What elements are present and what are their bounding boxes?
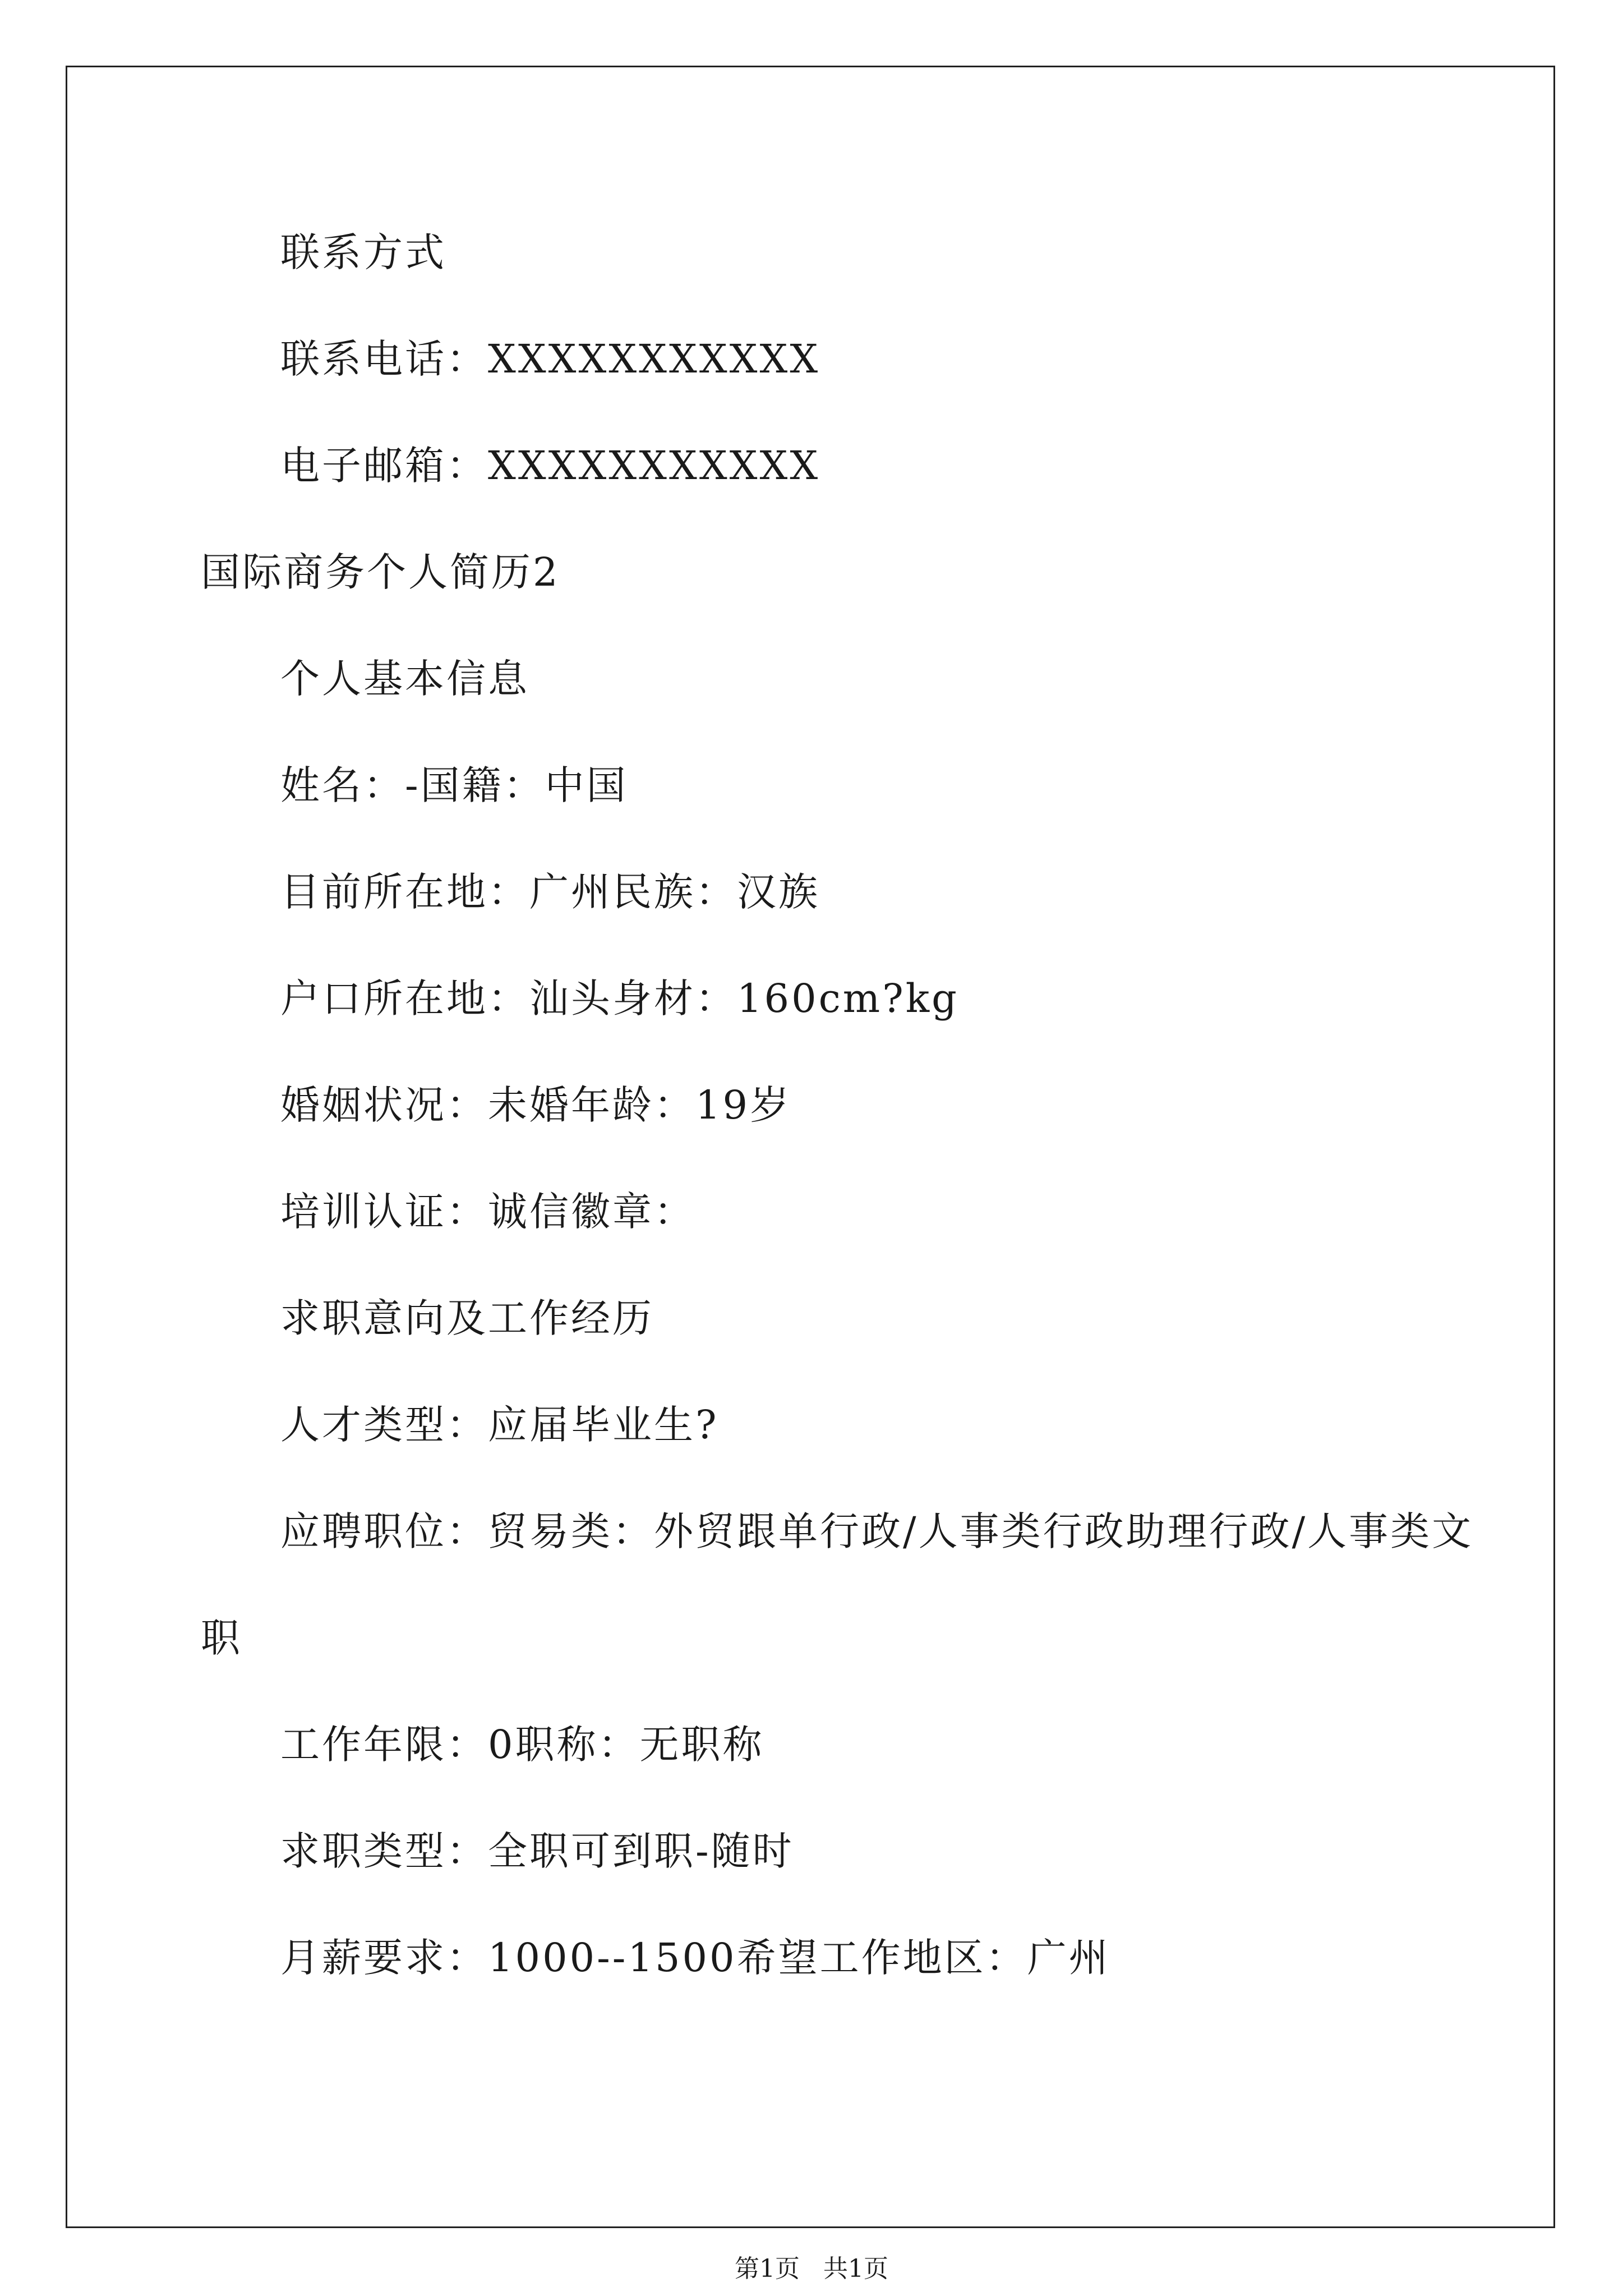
contact-email: 电子邮箱：XXXXXXXXXXX <box>280 443 820 489</box>
marital-age: 婚姻状况：未婚年龄：19岁 <box>280 1082 792 1128</box>
work-years-title: 工作年限：0职称：无职称 <box>280 1722 764 1768</box>
section-title-resume-2: 国际商务个人简历2 <box>201 549 560 595</box>
job-type: 求职类型：全职可到职-随时 <box>280 1828 794 1874</box>
contact-heading: 联系方式 <box>280 229 446 275</box>
basic-info-heading: 个人基本信息 <box>280 656 529 702</box>
salary-region: 月薪要求：1000--1500希望工作地区：广州 <box>280 1935 1110 1981</box>
hukou-height: 户口所在地：汕头身材：160cm?kg <box>280 976 959 1022</box>
certification: 培训认证：诚信徽章： <box>280 1189 695 1235</box>
applied-positions-continued: 职 <box>201 1615 242 1661</box>
page-number-footer: 第1页 共1页 <box>735 2254 888 2283</box>
page-border <box>66 66 1555 2228</box>
talent-type: 人才类型：应届毕业生? <box>280 1402 719 1448</box>
job-intention-heading: 求职意向及工作经历 <box>280 1295 654 1341</box>
applied-positions: 应聘职位：贸易类：外贸跟单行政/人事类行政助理行政/人事类文 <box>280 1508 1474 1554</box>
contact-phone: 联系电话：XXXXXXXXXXX <box>280 336 820 382</box>
location-ethnicity: 目前所在地：广州民族：汉族 <box>280 869 820 915</box>
name-nationality: 姓名：-国籍：中国 <box>280 762 628 808</box>
